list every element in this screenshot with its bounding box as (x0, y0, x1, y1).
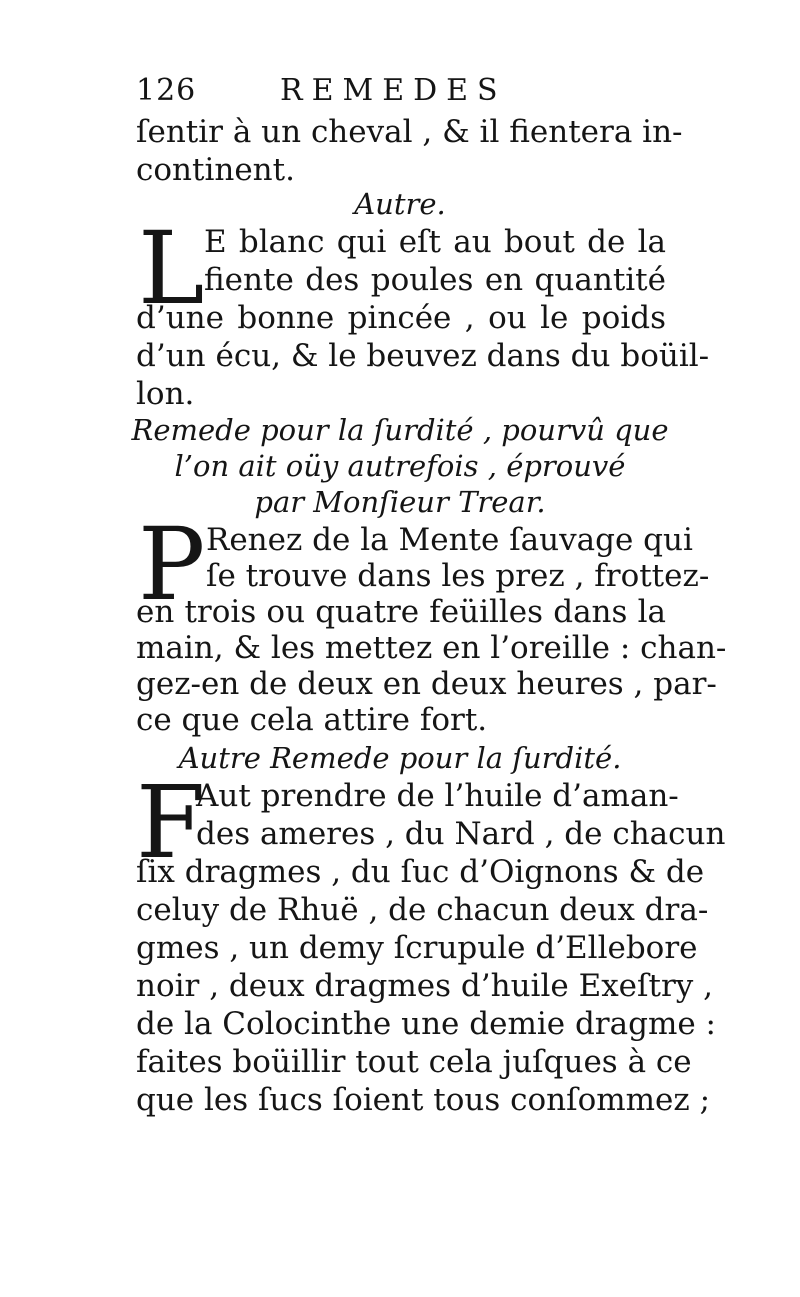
section-heading: par Monſieur Trear. (254, 485, 546, 519)
text-line: fiente des poules en quantité (204, 262, 666, 298)
drop-cap: F (136, 764, 206, 881)
text-line: ce que cela attire fort. (136, 702, 488, 738)
text-line: continent. (136, 152, 295, 188)
text-line: E blanc qui eſt au bout de la (204, 224, 666, 260)
text-line: d’un écu, & le beuvez dans du boüil- (136, 338, 710, 374)
section-heading: l’on ait oüy autrefois , éprouvé (174, 449, 626, 483)
text-line: ſe trouve dans les prez , frottez- (206, 558, 710, 594)
section-heading: Remede pour la ſurdité , pourvû que (131, 413, 669, 447)
text-line: celuy de Rhuë , de chacun deux dra- (136, 892, 709, 928)
text-line: main, & les mettez en l’oreille : chan- (136, 630, 727, 666)
text-line: lon. (136, 376, 195, 412)
text-line: gmes , un demy ſcrupule d’Ellebore (136, 930, 698, 966)
text-line: de la Colocinthe une demie dragme : (136, 1006, 716, 1042)
text-line: Renez de la Mente ſauvage qui (206, 522, 693, 558)
page-number: 126 (136, 73, 197, 108)
page-header (136, 66, 556, 116)
section-heading: Autre Remede pour la ſurdité. (178, 741, 622, 775)
drop-cap: L (138, 210, 205, 327)
running-title: REMEDES (280, 73, 507, 108)
text-line: faites boüillir tout cela juſques à ce (136, 1044, 692, 1080)
text-line: noir , deux dragmes d’huile Exeſtry , (136, 968, 713, 1004)
text-line: d’une bonne pincée , ou le poids (136, 300, 666, 336)
text-line: Aut prendre de l’huile d’aman- (196, 778, 679, 814)
text-line: gez-en de deux en deux heures , par- (136, 666, 717, 702)
text-line: ſentir à un cheval , & il fientera in- (136, 114, 683, 150)
text-line: des ameres , du Nard , de chacun (196, 816, 726, 852)
text-line: que les ſucs ſoient tous conſommez ; (136, 1082, 711, 1118)
drop-cap: P (138, 506, 206, 623)
section-heading: Autre. (354, 187, 446, 221)
text-line: en trois ou quatre feüilles dans la (136, 594, 666, 630)
text-line: ſix dragmes , du ſuc d’Oignons & de (136, 854, 705, 890)
